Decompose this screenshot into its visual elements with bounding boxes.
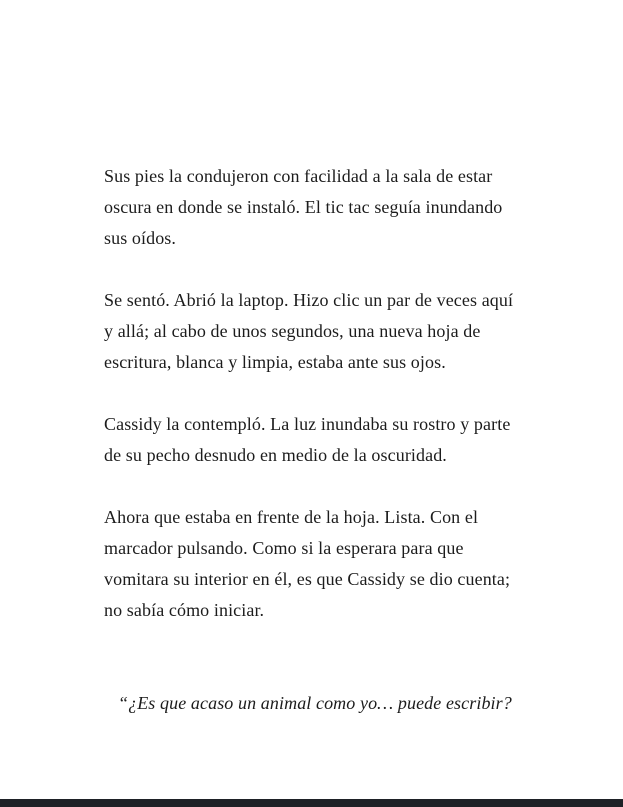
text-line: y allá; al cabo de unos segundos, una nueva hoja de: [104, 321, 481, 341]
paragraph-2: [104, 285, 564, 409]
text-line: Sus pies la condujeron con facilidad a la sala de estar: [104, 166, 493, 186]
text-line: no sabía cómo iniciar.: [104, 600, 265, 620]
text-line: escritura, blanca y limpia, estaba ante sus ojos.: [104, 352, 446, 372]
text-line: sus oídos.: [104, 228, 177, 248]
text-line: Ahora que estaba en frente de la hoja. Lista. Con el: [104, 507, 479, 527]
quote-text: “¿Es que acaso un animal como yo… puede escribir?: [118, 693, 512, 713]
text-line: marcador pulsando. Como si la esperara para que: [104, 538, 464, 558]
text-line: Se sentó. Abrió la laptop. Hizo clic un par de veces aquí: [104, 290, 514, 310]
paragraph-3: [104, 409, 564, 502]
text-line: Cassidy la contempló. La luz inundaba su rostro y parte: [104, 414, 511, 434]
paragraph-1: [104, 161, 564, 285]
italic-quote-line: [104, 657, 564, 719]
text-line: oscura en donde se instaló. El tic tac seguía inundando: [104, 197, 503, 217]
text-line: vomitara su interior en él, es que Cassidy se dio cuenta;: [104, 569, 511, 589]
text-line: de su pecho desnudo en medio de la oscuridad.: [104, 445, 447, 465]
paragraph-4: [104, 502, 564, 657]
page-bottom-bar: [0, 799, 623, 807]
page-text-block: [104, 161, 564, 719]
